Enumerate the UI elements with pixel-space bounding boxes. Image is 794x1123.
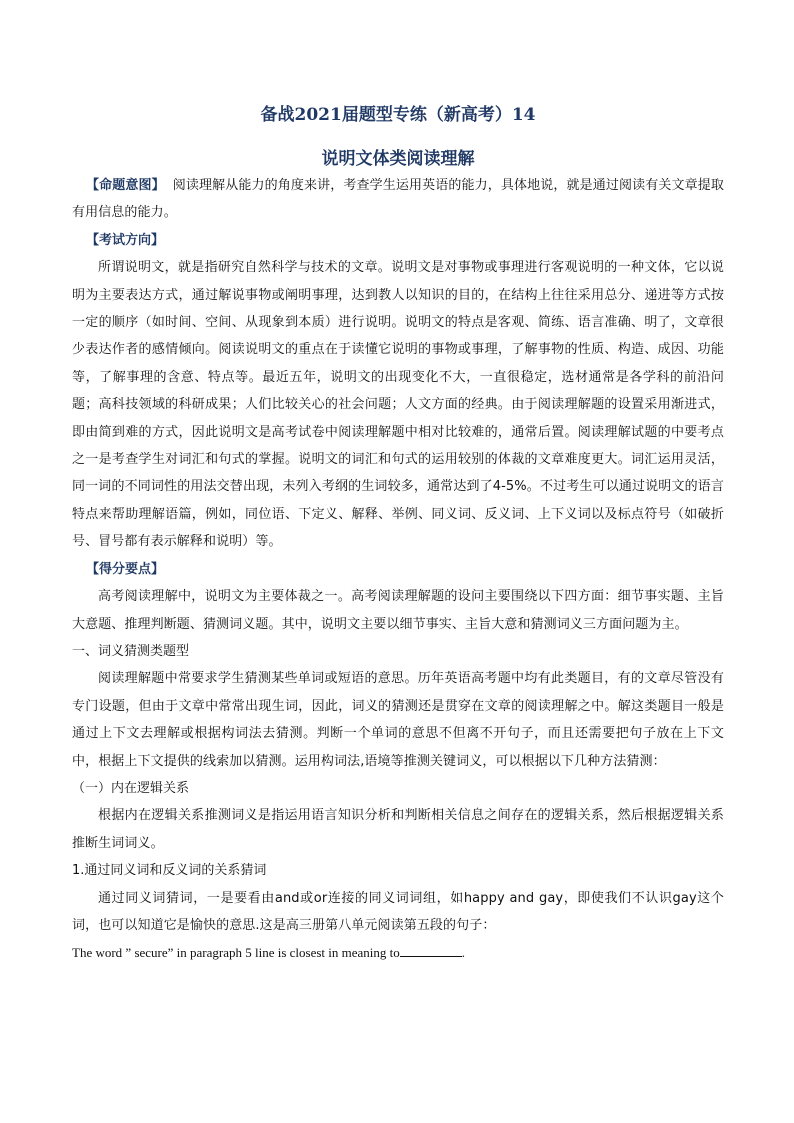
question-text: The word ” secure” in paragraph 5 line is closest in meaning to [72, 945, 400, 961]
sub1-text: 根据内在逻辑关系推测词义是指运用语言知识分析和判断相关信息之间存在的逻辑关系，然后根据逻辑关系推断生词词义。 [72, 808, 724, 851]
sub1-heading: （一）内在逻辑关系 [72, 780, 190, 796]
points-label: 【得分要点】 [86, 561, 165, 577]
document-page [72, 102, 724, 967]
answer-blank [400, 944, 462, 957]
document-subtitle: 说明文体类阅读理解 [321, 149, 475, 169]
method1-text: 通过同义词猜词，一是要看由and或or连接的同义词词组，如happy and gay，即使我们不认识gay这个词，也可以知道它是愉快的意思.这是高三册第八单元阅读第五段的句子： [72, 890, 724, 933]
points-text: 高考阅读理解中，说明文为主要体裁之一。高考阅读理解题的设问主要围绕以下四方面：细节事实题、主旨大意题、推理判断题、猜测词义题。其中，说明文主要以细节事实、主旨大意和猜测词义三方面问题为主。 [72, 589, 724, 632]
method1-heading: 1.通过同义词和反义词的关系猜词 [72, 863, 267, 879]
section1-heading: 一、词义猜测类题型 [72, 643, 190, 659]
intent-label: 【命题意图】 [86, 178, 165, 193]
direction-text: 所谓说明文，就是指研究自然科学与技术的文章。说明文是对事物或事理进行客观说明的一种文体，它以说明为主要表达方式，通过解说事物或阐明事理，达到教人以知识的目的，在结构上往往采用总分、递进等方式按一定的顺序（如时间、空间、从现象到本质）进行说明。说明文的特点是客观、简练、语言准确、明了，文章很少表达作者的感情倾向。阅读说明文的重点在于读懂它说明的事物或事理，了解事物的性质、构造、成因、功能等，了解事理的含意、特点等。最近五年，说明文的出现变化不大，一直很稳定，选材通常是各学科的前沿问题；高科技领域的科研成果；人们比较关心的社会问题；人文方面的经典。由于阅读理解题的设置采用渐进式，即由简到难的方式，因此说明文是高考试卷中阅读理解题中相对比较难的，通常后置。阅读理解试题的中要考点之一是考查学生对词汇和句式的掌握。说明文的词汇和句式的运用较别的体裁的文章难度更大。词汇运用灵活，同一词的不同词性的用法交替出现，未列入考纲的生词较多，通常达到了4-5%。不过考生可以通过说明文的语言特点来帮助理解语篇，例如，同位语、下定义、解释、举例、同义词、反义词、上下义词以及标点符号（如破折号、冒号都有表示解释和说明）等。 [72, 260, 724, 550]
section1-text: 阅读理解题中常要求学生猜测某些单词或短语的意思。历年英语高考题中均有此类题目，有的文章尽管没有专门设题，但由于文章中常常出现生词，因此，词义的猜测还是贯穿在文章的阅读理解之中。解这类题目一般是通过上下文去理解或根据构词法去猜测。判断一个单词的意思不但离不开句子，而且还需要把句子放在上下文中，根据上下文提供的线索加以猜测。运用构词法,语境等推测关键词义，可以根据以下几种方法猜测： [72, 671, 724, 769]
intent-text: 阅读理解从能力的角度来讲，考查学生运用英语的能力，具体地说，就是通过阅读有关文章提取有用信息的能力。 [72, 178, 725, 221]
direction-label: 【考试方向】 [86, 232, 165, 248]
document-title: 备战2021届题型专练（新高考）14 [260, 105, 536, 125]
intent-paragraph [72, 172, 724, 227]
question-line: The word ” secure” in paragraph 5 line is closest in meaning to . [72, 945, 466, 961]
